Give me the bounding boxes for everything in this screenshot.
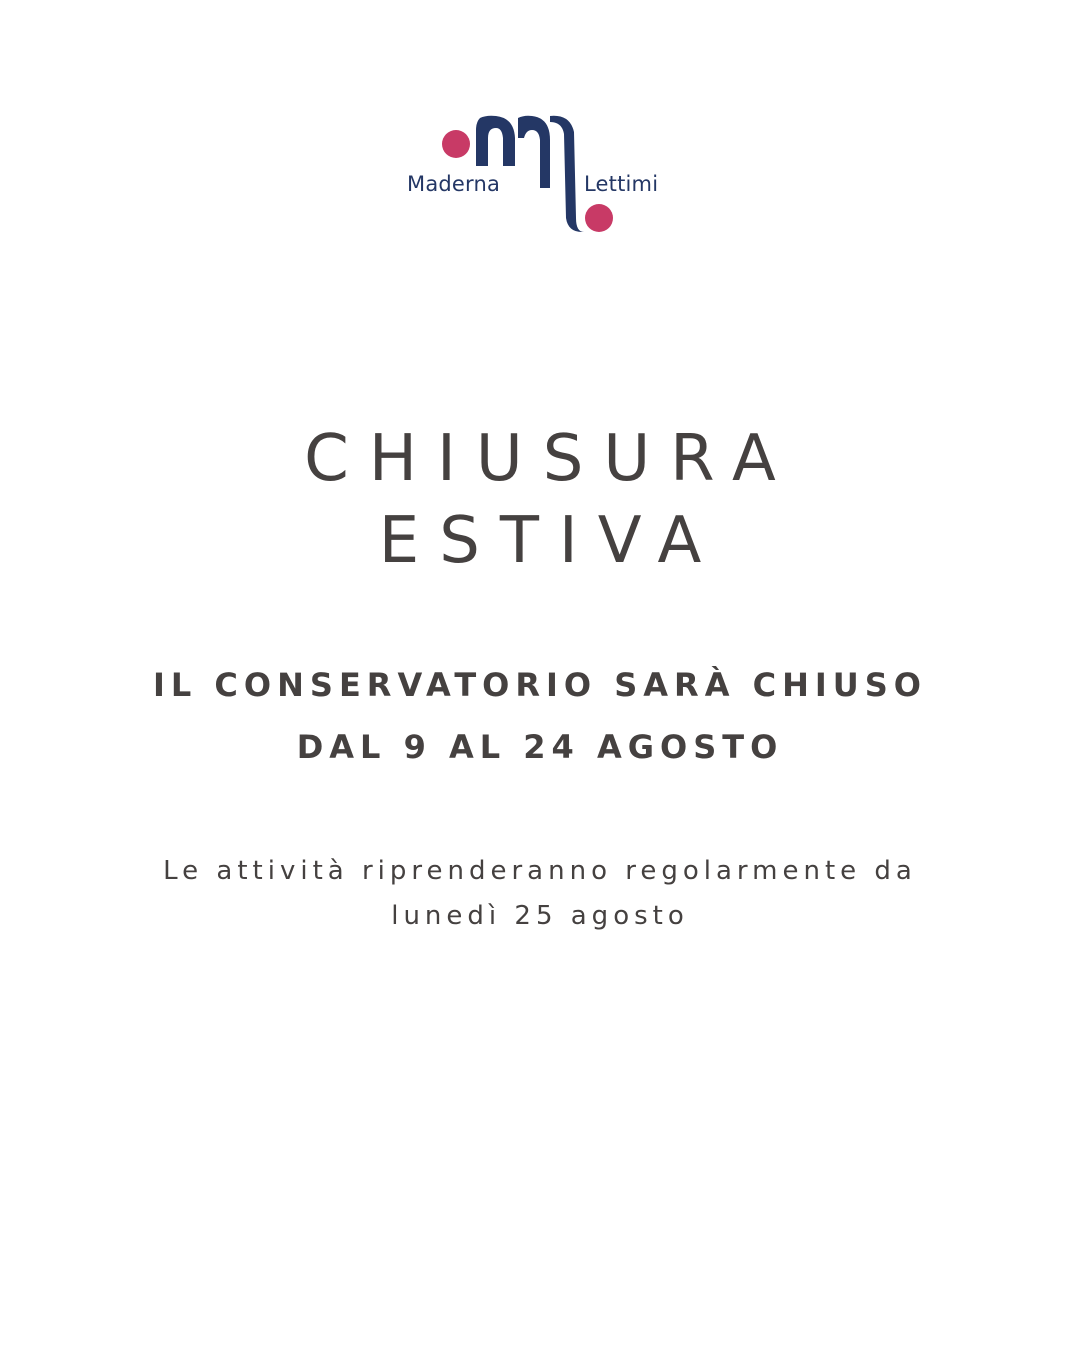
subtitle-line-1: IL CONSERVATORIO SARÀ CHIUSO (152, 666, 927, 704)
note-line-1: Le attività riprenderanno regolarmente da (163, 856, 917, 886)
note-line-2: lunedì 25 agosto (391, 901, 689, 931)
logo-word-lettimi: Lettimi (584, 172, 659, 196)
title-line-1: CHIUSURA (304, 422, 796, 496)
logo (400, 108, 680, 238)
title-line-2: ESTIVA (378, 504, 722, 578)
logo-word-maderna: Maderna (407, 172, 501, 196)
subtitle-line-2: DAL 9 AL 24 AGOSTO (296, 728, 784, 766)
